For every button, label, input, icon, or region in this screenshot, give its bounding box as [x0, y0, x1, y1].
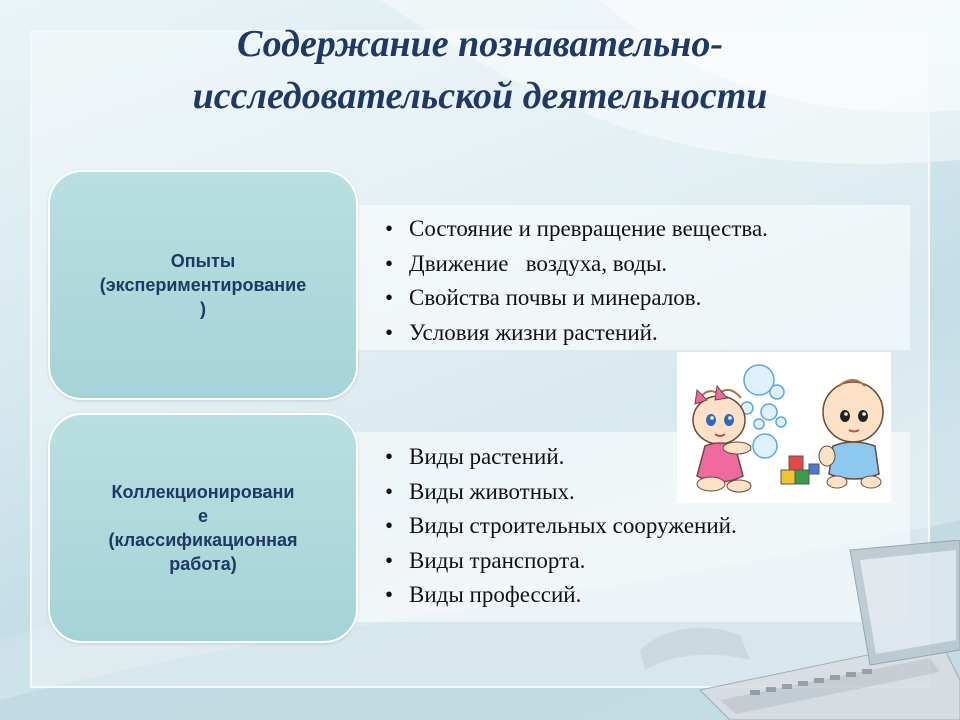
- list-item: • Свойства почвы и минералов.: [382, 281, 768, 316]
- laptop-decoration: [640, 540, 960, 720]
- bullet: •: [385, 547, 394, 573]
- bullet: •: [385, 285, 394, 310]
- section-1-box: [48, 170, 358, 400]
- section-1-list: [382, 212, 768, 350]
- bullet: •: [385, 478, 394, 504]
- bullet: •: [385, 513, 394, 538]
- section-2-label: Коллекционировани е (классификационная работа): [108, 482, 298, 574]
- bullet: •: [385, 444, 394, 469]
- list-item: • Виды строительных сооружений.: [382, 509, 737, 544]
- bullet: •: [385, 582, 394, 607]
- list-item: • Состояние и превращение вещества.: [382, 212, 768, 247]
- list-item: • Виды транспорта.: [382, 544, 737, 579]
- slide-title: [80, 18, 880, 122]
- bullet: •: [385, 216, 394, 241]
- bullet: •: [385, 250, 394, 276]
- list-item: • Виды профессий.: [382, 578, 737, 613]
- babies-illustration: [677, 352, 891, 503]
- list-item: • Условия жизни растений.: [382, 316, 768, 351]
- bullet: •: [385, 319, 394, 345]
- section-1-label: Опыты (экспериментирование ): [99, 251, 307, 319]
- list-item: • Виды растений.: [382, 440, 737, 475]
- title-line-1: Содержание познавательно-: [236, 23, 724, 65]
- list-item: • Виды животных.: [382, 475, 737, 510]
- section-2-box: [48, 413, 358, 643]
- list-item: • Движение воздуха, воды.: [382, 247, 768, 282]
- title-line-2: исследовательской деятельности: [192, 75, 768, 117]
